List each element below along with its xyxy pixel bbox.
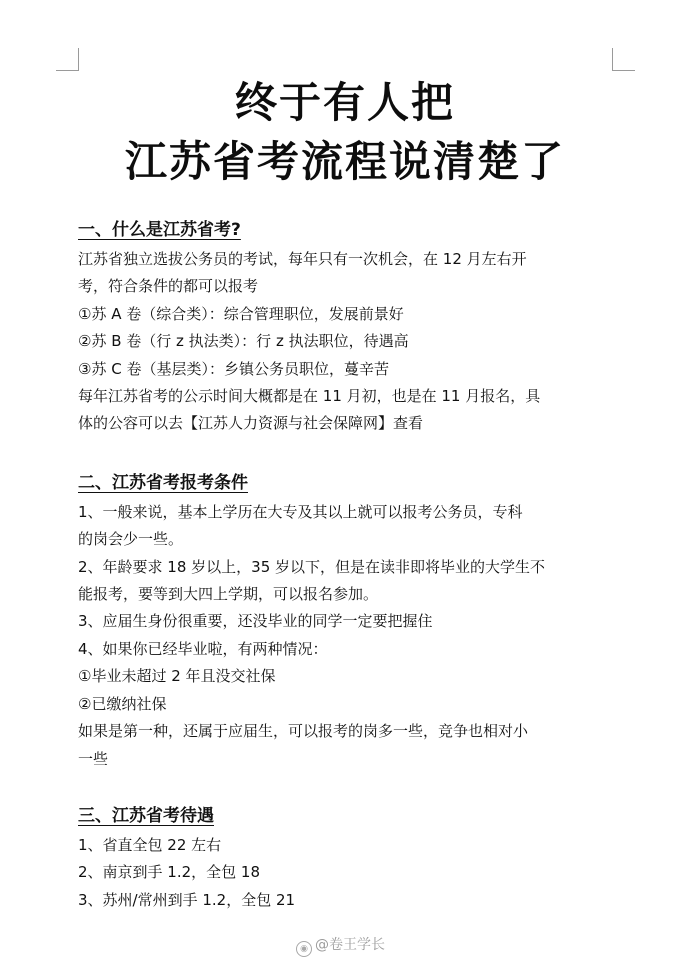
- text-line: 考，符合条件的都可以报考: [78, 277, 259, 296]
- text-line: 每年江苏省考的公示时间大概都是在 11 月初，也是在 11 月报名，具: [78, 387, 541, 406]
- page-corner-mark-top-left: [56, 48, 79, 71]
- section-heading: 三、江苏省考待遇: [78, 805, 214, 826]
- page-title-line-1: 终于有人把: [234, 78, 455, 127]
- text-line: 如果是第一种，还属于应届生，可以报考的岗多一些，竞争也相对小: [78, 722, 529, 741]
- section-heading: 二、江苏省考报考条件: [78, 472, 248, 493]
- text-line: 体的公容可以去【江苏人力资源与社会保障网】查看: [78, 414, 424, 433]
- text-line: 1、省直全包 22 左右: [78, 835, 222, 854]
- text-line: 的岗会少一些。: [78, 530, 184, 549]
- text-line: ③苏 C 卷（基层类）：乡镇公务员职位，蔓辛苦: [78, 359, 389, 378]
- section-spacer: [78, 438, 618, 467]
- page-corner-mark-top-right: [612, 48, 635, 71]
- document-body: [78, 214, 618, 914]
- text-line: 2、南京到手 1.2，全包 18: [78, 863, 261, 882]
- section-conditions: [78, 467, 618, 773]
- text-line: 3、苏州/常州到手 1.2，全包 21: [78, 890, 296, 909]
- text-line: 3、应届生身份很重要，还没毕业的同学一定要把握住: [78, 612, 433, 631]
- section-heading: 一、什么是江苏省考?: [78, 220, 241, 240]
- text-line: ②已缴纳社保: [78, 694, 167, 713]
- text-line: 2、年龄要求 18 岁以上，35 岁以下，但是在读非即将毕业的大学生不: [78, 557, 546, 576]
- watermark-text: @卷王学长: [315, 937, 385, 953]
- weibo-icon: ◉: [296, 941, 312, 957]
- watermark: [296, 935, 385, 957]
- text-line: 能报考，要等到大四上学期，可以报名参加。: [78, 585, 379, 604]
- text-line: 江苏省独立选拔公务员的考试，每年只有一次机会，在 12 月左右开: [78, 250, 527, 268]
- page-title-line-2: 江苏省考流程说清楚了: [124, 137, 565, 186]
- text-line: ①毕业未超过 2 年且没交社保: [78, 667, 276, 686]
- section-benefits: [78, 800, 618, 914]
- text-line: 一些: [78, 749, 109, 768]
- text-line: ②苏 B 卷（行 z 执法类）：行 z 执法职位，待遇高: [78, 332, 409, 351]
- text-line: 4、如果你已经毕业啦，有两种情况：: [78, 639, 328, 658]
- text-line: 1、一般来说，基本上学历在大专及其以上就可以报考公务员，专科: [78, 502, 523, 521]
- section-what-is: [78, 214, 618, 438]
- section-spacer: [78, 773, 618, 800]
- text-line: ①苏 A 卷（综合类）：综合管理职位，发展前景好: [78, 304, 404, 323]
